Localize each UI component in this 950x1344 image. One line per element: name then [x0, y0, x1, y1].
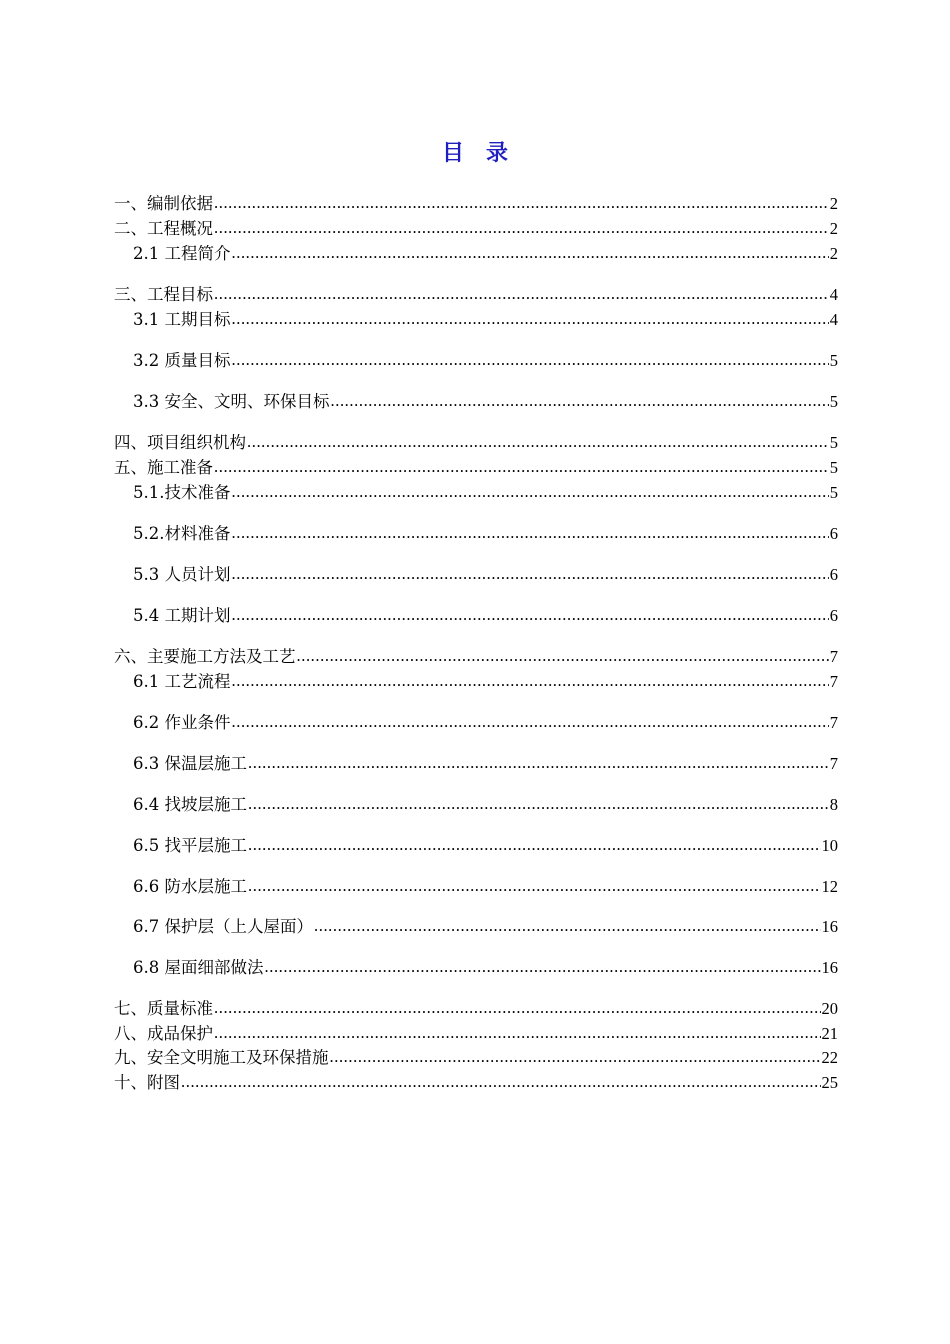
- toc-entry-label: 6.3 保温层施工: [133, 754, 247, 773]
- toc-entry[interactable]: [133, 243, 838, 265]
- toc-entry-label: 5.4 工期计划: [133, 606, 231, 625]
- toc-dot-leader: [214, 1022, 821, 1044]
- toc-entry-page: 21: [821, 1024, 838, 1043]
- toc-entry[interactable]: [114, 998, 838, 1020]
- toc-entry[interactable]: [133, 482, 838, 504]
- toc-entry-label: 一、编制依据: [114, 194, 213, 213]
- toc-entry-label: 九、安全文明施工及环保措施: [114, 1048, 329, 1067]
- toc-dot-leader: [181, 1071, 821, 1093]
- toc-entry-label: 6.7 保护层（上人屋面）: [133, 917, 313, 936]
- toc-entry-label: 3.3 安全、文明、环保目标: [133, 392, 330, 411]
- toc-entry[interactable]: [133, 391, 838, 413]
- toc-title-part2: 录: [486, 140, 509, 166]
- toc-entry-page: 4: [829, 310, 838, 329]
- toc-entry[interactable]: [133, 564, 838, 586]
- toc-entry-page: 8: [829, 795, 838, 814]
- toc-entry-page: 6: [829, 524, 838, 543]
- toc-entry[interactable]: [133, 957, 838, 979]
- toc-entry-page: 6: [829, 606, 838, 625]
- toc-entry-label: 八、成品保护: [114, 1024, 213, 1043]
- toc-dot-leader: [232, 481, 829, 503]
- toc-entry-label: 七、质量标准: [114, 999, 213, 1018]
- toc-entry-page: 5: [829, 458, 838, 477]
- toc-entry-label: 5.2.材料准备: [133, 524, 231, 543]
- toc-dot-leader: [214, 997, 821, 1019]
- toc-entry-page: 2: [829, 219, 838, 238]
- toc-dot-leader: [248, 834, 821, 856]
- toc-entry-label: 6.1 工艺流程: [133, 672, 231, 691]
- toc-entry[interactable]: [114, 457, 838, 479]
- toc-entry-label: 6.8 屋面细部做法: [133, 958, 264, 977]
- toc-entry[interactable]: [114, 1072, 838, 1094]
- toc-entry[interactable]: [133, 835, 838, 857]
- toc-dot-leader: [232, 242, 829, 264]
- toc-entry-page: 6: [829, 565, 838, 584]
- toc-entry-page: 5: [829, 392, 838, 411]
- toc-dot-leader: [232, 670, 829, 692]
- toc-entry-page: 25: [821, 1073, 838, 1092]
- toc-entry-label: 3.1 工期目标: [133, 310, 231, 329]
- toc-dot-leader: [214, 283, 829, 305]
- toc-dot-leader: [248, 875, 821, 897]
- toc-entry-label: 四、项目组织机构: [114, 433, 246, 452]
- toc-entry[interactable]: [133, 712, 838, 734]
- toc-entry[interactable]: [133, 350, 838, 372]
- toc-dot-leader: [232, 604, 829, 626]
- toc-dot-leader: [330, 1046, 821, 1068]
- toc-entry[interactable]: [133, 794, 838, 816]
- toc-dot-leader: [248, 793, 829, 815]
- toc-entry-page: 7: [829, 713, 838, 732]
- toc-entry-page: 22: [821, 1048, 838, 1067]
- toc-entry-label: 6.2 作业条件: [133, 713, 231, 732]
- toc-entry[interactable]: [133, 523, 838, 545]
- toc-entry-page: 5: [829, 351, 838, 370]
- toc-entry-label: 五、施工准备: [114, 458, 213, 477]
- toc-entry-label: 三、工程目标: [114, 285, 213, 304]
- toc-entry-label: 5.3 人员计划: [133, 565, 231, 584]
- toc-entry[interactable]: [114, 1023, 838, 1045]
- toc-entry[interactable]: [114, 193, 838, 215]
- toc-entry-label: 3.2 质量目标: [133, 351, 231, 370]
- toc-entry[interactable]: [133, 876, 838, 898]
- toc-entry-page: 7: [829, 672, 838, 691]
- toc-entry[interactable]: [133, 605, 838, 627]
- toc-entry-page: 2: [829, 194, 838, 213]
- toc-entry[interactable]: [133, 753, 838, 775]
- toc-entry-page: 10: [821, 836, 838, 855]
- toc-entry-label: 6.5 找平层施工: [133, 836, 247, 855]
- toc-entry-page: 2: [829, 244, 838, 263]
- toc-entry-page: 16: [821, 958, 838, 977]
- toc-entry-page: 7: [829, 647, 838, 666]
- toc-dot-leader: [297, 645, 829, 667]
- toc-dot-leader: [248, 752, 829, 774]
- toc-entry[interactable]: [114, 284, 838, 306]
- toc-entry-page: 16: [821, 917, 838, 936]
- toc-entry-label: 十、附图: [114, 1073, 180, 1092]
- toc-entry-page: 4: [829, 285, 838, 304]
- toc-entry[interactable]: [133, 916, 838, 938]
- toc-entry-label: 2.1 工程简介: [133, 244, 231, 263]
- toc-dot-leader: [232, 308, 829, 330]
- toc-entry[interactable]: [114, 646, 838, 668]
- toc-dot-leader: [214, 217, 829, 239]
- toc-entry-label: 6.6 防水层施工: [133, 877, 247, 896]
- toc-entry[interactable]: [114, 1047, 838, 1069]
- toc-dot-leader: [232, 563, 829, 585]
- toc-entry-page: 20: [821, 999, 838, 1018]
- toc-dot-leader: [247, 431, 829, 453]
- toc-dot-leader: [232, 349, 829, 371]
- toc-entry[interactable]: [133, 309, 838, 331]
- toc-entry-label: 6.4 找坡层施工: [133, 795, 247, 814]
- toc-dot-leader: [265, 956, 821, 978]
- toc-dot-leader: [331, 390, 829, 412]
- toc-dot-leader: [232, 711, 829, 733]
- toc-entry-page: 5: [829, 483, 838, 502]
- toc-entry[interactable]: [114, 432, 838, 454]
- toc-title-part1: 目: [441, 140, 464, 166]
- toc-entry-page: 12: [821, 877, 838, 896]
- toc-dot-leader: [232, 522, 829, 544]
- toc-entry[interactable]: [114, 218, 838, 240]
- toc-entry[interactable]: [133, 671, 838, 693]
- toc-entry-label: 六、主要施工方法及工艺: [114, 647, 296, 666]
- toc-entry-label: 5.1.技术准备: [133, 483, 231, 502]
- toc-dot-leader: [314, 915, 821, 937]
- toc-dot-leader: [214, 192, 829, 214]
- toc-entry-page: 7: [829, 754, 838, 773]
- toc-entry-label: 二、工程概况: [114, 219, 213, 238]
- toc-entry-page: 5: [829, 433, 838, 452]
- toc-dot-leader: [214, 456, 829, 478]
